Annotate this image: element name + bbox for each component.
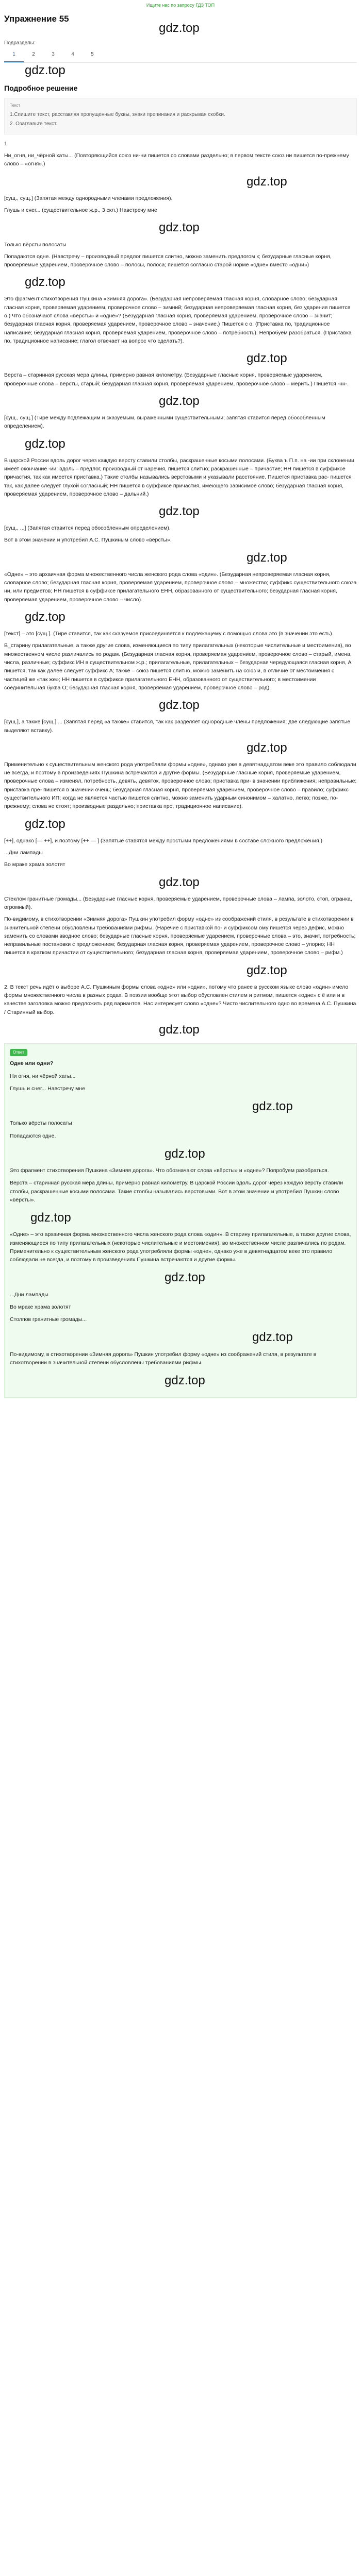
subsections-label: Подразделы: — [4, 40, 36, 46]
solution-paragraph: [сущ., сущ.] (Запятая между однородными членами предложения). — [4, 195, 173, 201]
solution-paragraph: [сущ., ...] (Запятая ставится перед обособленным определением). — [4, 525, 171, 532]
solution-paragraph: ...Дни лампады — [4, 850, 43, 856]
watermark: gdz.top — [252, 1330, 293, 1345]
answer-paragraph: Во мраке храма золотят — [10, 1303, 71, 1310]
solution-paragraph: В_старину прилагательные, а также другие слова, изменяющиеся по типу прилагательных (некоторые числительные и местоимения), во множественном числе различались по родам. (Безударная гласная корня, проверяемая ударением, проверочное слово – старый, имена, числа, различные; суффикс ИН в существительном ж.р.; прилагательные, прилагательных – безударная чередующаяся гласная корня, А пишется, так как далее следует суффикс А; также – союз пишется слитно, можно заменить на союз и, в отличие от местоимения с частицей же «так же»; НН пишется в суффиксе прилагательного ЕНН, образованного от существительного; в местоимении соединительная буква О; безударная гласная корня, проверяемая ударением, проверочное слово – род). — [4, 642, 352, 691]
solution-paragraph: [сущ.], а также [сущ.] ... (Запятая перед «а также» ставится, так как разделяет однородные члены предложения; две следующие запятые выделяют вставку). — [4, 719, 351, 734]
solution-paragraph: В царской России вдоль дорог через каждую версту ставили столбы, раскрашенные косыми полосами. (Буква ъ П.п. на -ии при склонении имеет окончание -ии: вдоль – предлог, производный от наречия, пишется слитно; раскрашенные – причастие; НН пишется в суффиксе причастия, так как имеется приставка.) Такие столбы назывались верстовыми и указывали расстояние. Пишется приставка рас- пишется так, как далее следует глухой согласный; НН пишется в суффиксе причастия, имеющего зависимое слово; безударная гласная корня, проверяемая ударением, проверочное слово – дальний.) — [4, 457, 354, 497]
solution-paragraph: Стеклом гранитные громады... (Безударные гласные корня, проверяемые ударением, проверочные слова – лампа, золото, стоп, огранка, огромный). — [4, 895, 352, 910]
answer-paragraph: Верста – старинная русская мера длины, примерно равная километру. В царской России вдоль дорог через каждую версту ставили столбы, раскрашенные косыми полосами. Такие столбы назывались верстовыми. Вот в этом значении и употребил Пушкин слово «вёрсты». — [10, 1180, 343, 1203]
watermark: gdz.top — [247, 740, 287, 755]
solution-paragraph: По-видимому, в стихотворении «Зимняя дорога» Пушкин употребил форму «одне» из соображений стиля, в результате в стихотворении в значительной степени обусловлены требованиями рифмы. (Наречие с приставкой по- и суффиксом ому пишется через дефис, можно заменить со словами вводное слово; безударные гласные корня, проверяемые ударением, проверочные слова – это, значит, потребность; неправильные постановки с предложением; безударная гласная корня, проверяемая ударением, проверочное слово – упорно; НН пишется в кратком причастии от существительного; безударная гласная корня, проверяемая ударением, проверочное слово – рифм.) — [4, 916, 356, 956]
section-title: Подробное решение — [4, 83, 78, 92]
watermark: gdz.top — [247, 351, 287, 366]
watermark: gdz.top — [247, 550, 287, 565]
solution-paragraph: Ни_огня, ни_чёрной хаты... (Повторяющийся союз ни-ни пишется со словами раздельно; в первом тексте союз ни пишется по-прежнему слово – «огня».) — [4, 152, 349, 167]
watermark: gdz.top — [159, 504, 200, 519]
watermark: gdz.top — [159, 698, 200, 713]
solution-paragraph: Верста – старинная русская мера длины, примерно равная километру. (Безударные гласные корня, проверяемые ударением, проверочные слова – вёрсты, старый; безударная гласная корня, проверяемая ударением, проверочное слово – мерить.) Пишется -нн-. — [4, 372, 349, 387]
answer-paragraph: ...Дни лампады — [10, 1291, 48, 1298]
watermark: gdz.top — [25, 610, 65, 624]
answer-paragraph: По-видимому, в стихотворении «Зимняя дорога» Пушкин употребил форму «одне» из соображений стиля, в результате в стихотворении в значительной степени обусловлены требованиями рифмы. — [10, 1351, 317, 1366]
answer-paragraph: Столпов гранитные громады... — [10, 1316, 87, 1323]
tab-4[interactable]: 4 — [71, 52, 74, 58]
watermark: gdz.top — [159, 1022, 200, 1037]
header — [0, 12, 361, 80]
answer-paragraph: Одне или одни? — [10, 1060, 54, 1067]
watermark: gdz.top — [252, 1099, 293, 1114]
task-tag: Текст — [10, 103, 21, 108]
answer-box — [4, 1043, 357, 1398]
watermark: gdz.top — [25, 817, 65, 831]
answer-paragraph: Ни огня, ни чёрной хаты... — [10, 1073, 76, 1079]
solution-paragraph: Это фрагмент стихотворения Пушкина «Зимняя дорога». (Безударная непроверяемая гласная корня, словарное слово; безударная гласная корня, проверяемая ударением, проверочное слово – зимний; безударная непроверяемая гласная корня, без ударения пишется о.) Что обозначают слова «вёрсты» и «одне»? (Безударная гласная корня, проверяемая ударением, проверочное слово – значит; безударная гласная корня, проверяемая ударением, проверочное слово – значение.) Пишется с о. (Приставка по, традиционное написание; безударная гласная корня, проверяемая ударением, проверочное слово – потребность). Непробуем разобраться. (Приставка по, традиционное написание; глагол отвечает на вопрос что сделать?). — [4, 296, 352, 344]
watermark: gdz.top — [159, 21, 200, 36]
task-line: 1.Спишите текст, расставляя пропущенные буквы, знаки препинания и раскрывая скобки. — [10, 111, 225, 117]
solution-paragraph: Вот в этом значении и употребил А.С. Пушкиным слово «вёрсты». — [4, 537, 172, 544]
solution-paragraph: [текст] – это [сущ.]. (Тире ставится, так как сказуемое присоединяется к подлежащему с помощью слова это (в значении это есть). — [4, 631, 334, 637]
solution-paragraph: 2. В текст речь идёт о выборе А.С. Пушкиным формы слова «одне» или «одни», потому что ранее в русском языке слово «один» имело формы множественного числа в разных родах. В поэзии вообще этот выбор обусловлен стилем и ритмом, пишется «одне» с ё или и в качестве заголовка можно предложить ряд вариантов. Нас интересует слово «одне»? Чисто числительного одно во времена А.С. Пушкина / Старинный выбор. — [4, 984, 356, 1015]
watermark: gdz.top — [159, 221, 200, 235]
tab-5[interactable]: 5 — [91, 52, 94, 58]
watermark: gdz.top — [165, 1146, 205, 1161]
top-banner[interactable]: Ищите нас по запросу ГДЗ ТОП — [146, 3, 215, 8]
tab-2[interactable]: 2 — [32, 52, 35, 58]
watermark: gdz.top — [247, 963, 287, 977]
tab-1[interactable]: 1 — [4, 49, 24, 62]
watermark: gdz.top — [25, 63, 65, 77]
exercise-title: Упражнение 55 — [4, 14, 69, 24]
tab-3[interactable]: 3 — [52, 52, 55, 58]
solution-paragraph: Применительно к существительным женского рода употребляли формы «одне», однако уже в девятнадцатом веке это правило соблюдали не всегда, и поэтому в произведениях Пушкина встречаются и другие формы. (Безударные гласные корня, проверяемые ударением, проверочные слова – изменял, потребность, девять, девяток, проверочное слово; приставка при- в значении приближения; неправильные; приставка пре- пишется в значении очень; безударная гласная корня, проверяемая ударением, проверочное слово – правило; суффикс существительного ИП; когда не является частью пишется слитно, можно заменить ударным синонимом – халатно, легко; позже, по-прежнему; слова не стоят; производные раздельно; приставка про, традиционное написание). — [4, 761, 357, 810]
watermark: gdz.top — [159, 394, 200, 408]
watermark: gdz.top — [30, 1211, 71, 1225]
solution-paragraph: [сущ., сущ.] (Тире между подлежащим и сказуемым, выраженными существительными; запятая ставится перед обособленным определением). — [4, 414, 325, 430]
watermark: gdz.top — [25, 275, 65, 290]
answer-paragraph: Глушь и снег... Навстречу мне — [10, 1085, 85, 1092]
solution-paragraph: [++], однако [— ++], и поэтому [++ — ] (Запятые ставятся между простыми предложениями в составе сложного предложения.) — [4, 837, 323, 844]
watermark: gdz.top — [165, 1270, 205, 1285]
solution-paragraph: Глушь и снег... (существительное ж.р., 3 скл.) Навстречу мне — [4, 207, 157, 214]
task-line: 2. Озаглавьте текст. — [10, 121, 58, 127]
watermark: gdz.top — [159, 875, 200, 889]
answer-paragraph: Попадаются одне. — [10, 1132, 56, 1139]
answer-paragraph: Это фрагмент стихотворения Пушкина «Зимняя дорога». Что обозначают слова «вёрсты» и «одне»? Попробуем разобраться. — [10, 1167, 329, 1174]
watermark: gdz.top — [25, 436, 65, 451]
watermark: gdz.top — [165, 1374, 205, 1388]
solution-content — [0, 98, 361, 1398]
answer-paragraph: «Одне» – это архаичная форма множественного числа женского рода слова «один». В старину прилагательные, а также другие слова, изменяющиеся по типу прилагательных (некоторые числительные и местоимения), во множественном числе различались по родам. Применительно к существительным женского рода употребляли формы «одне», однако уже в девятнадцатом веке это правило соблюдали не всегда, и поэтому в произведениях Пушкина встречаются и другие формы. — [10, 1231, 351, 1263]
watermark: gdz.top — [247, 174, 287, 189]
solution-paragraph: Только вёрсты полосаты — [4, 241, 67, 248]
solution-paragraph: Попадаются одне. (Навстречу – производный предлог пишется слитно, можно заменить предлогом к; безударные гласные корня, проверяемые ударением, проверочное слово – полосы, полоса; пишется согласно старой норме «одне» вместо «одни») — [4, 253, 332, 268]
answer-paragraph: Только вёрсты полосаты — [10, 1120, 72, 1127]
answer-badge: Ответ — [10, 1049, 27, 1056]
solution-paragraph: Во мраке храма золотят — [4, 861, 65, 868]
solution-paragraph: «Одне» – это архаичная форма множественного числа женского рода слова «один». (Безударная непроверяемая гласная корня, словарное слово; безударная гласная корня, проверяемая ударением, проверочное слово – множество; суффикс существительного союза ни, или предметов; НН пишется в суффиксе прилагательного ЕНН, образованного от существительного; безударная гласная корня, проверяемая ударением, проверочное слово – число). — [4, 571, 357, 603]
task-box — [4, 98, 357, 134]
solution-paragraph: 1. — [4, 140, 9, 147]
